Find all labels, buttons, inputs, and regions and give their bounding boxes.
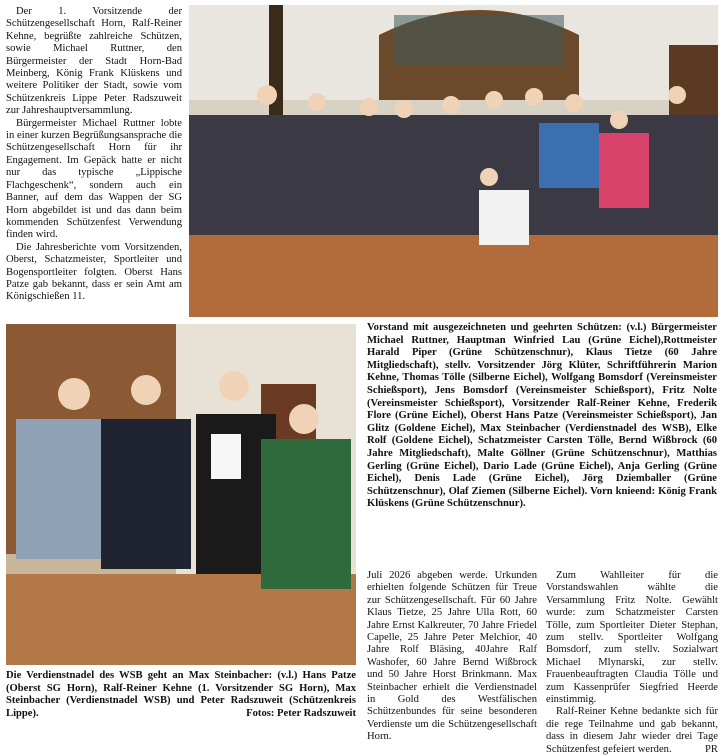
group-photo-image <box>189 5 718 317</box>
award-photo-caption <box>6 670 356 720</box>
award-photo <box>6 324 356 665</box>
paragraph: Bürgermeister Michael Ruttner lobte in einer kurzen Begrüßungsansprache die Schützengesellschaft Horn für ihr Engagement. Im Gepäck hatte er nicht nur das typische „Lippische Flachgeschenk“, sondern auch ein Banner, auf dem das Wappen der SG Horn abgebildet ist und das dann beim kommenden Schützenfest Verwendung finden wird. <box>6 117 182 241</box>
article-column-honours <box>367 570 537 744</box>
award-photo-image <box>6 324 356 665</box>
paragraph <box>546 706 718 756</box>
paragraph: Juli 2026 abgeben werde. Urkunden erhielten folgende Schützen für Treue zur Schützengesellschaft. Für 60 Jahre Klaus Tietze, 25 Jahre Ulla Rott, 60 Jahre Ernst Kalkreuter, 70 Jahre Friedel Capelle, 25 Jahre Peter Melchior, 40 Jahre Rolf Bläsing, 40Jahre Ralf Washofer, 60 Jahre Bernd Wißbrock und 50 Jahre Horst Brinkmann. Max Steinbacher erhielt die Verdienstnadel in Gold des Westfälischen Schützenbundes für seine besonderen Verdienste um die Schützengesellschaft Horn. <box>367 570 537 743</box>
article-column-intro <box>6 6 182 304</box>
group-photo <box>189 5 718 317</box>
group-photo-caption: Vorstand mit ausgezeichneten und geehrten Schützen: (v.l.) Bürgermeister Michael Ruttner, Hauptman Winfried Lau (Grüne Eichel),Rottmeister Harald Piper (Grüne Schützenschnur), Klaus Tietze (60 Jahre Mitgliedschaft), stellv. Vorsitzender Jörg Klüter, Schriftführerin Marion Kehne, Thomas Tölle (Silberne Eichel), Wolfgang Bomsdorf (Vereinsmeister Schießsport), Jens Bomsdorf (Vereinsmeister Schießsport), Fritz Nolte (Vereinsmeister Schießsport), Vorsitzender Ralf-Reiner Kehne, Frederik Flore (Grüne Eichel), Oberst Hans Patze (Vereinsmeister Schießsport), Jan Glitz (Goldene Eichel), Max Steinbacher (Verdienstnadel des WSB), Elke Rolf (Goldene Eichel), Schatzmeister Carsten Tölle, Bernd Wißbrock (60 Jahre Mitgliedschaft), Malte Göllner (Grüne Schützenschnur), Matthias Gerling (Grüne Eichel), Dario Lade (Grüne Eichel), Anja Gerling (Grüne Eichel), Denis Lade (Grüne Eichel), Jörg Dziemballer (Grüne Schützenschnur), Olaf Ziemen (Silberne Eichel). Vorn knieend: König Frank Klüskens (Grüne Schützenschnur). <box>367 322 717 510</box>
author-signature: PR <box>705 743 718 755</box>
award-caption-text: Die Verdienstnadel des WSB geht an Max Steinbacher: (v.l.) Hans Patze (Oberst SG Horn), Ralf-Reiner Kehne (1. Vorsitzender SG Horn), Max Steinbacher (Verdienstnadel WSB) und Peter Radszuweit (Schützenkreis Lippe). <box>6 670 356 719</box>
article-column-elections <box>546 570 718 756</box>
photo-credit: Fotos: Peter Radszuweit <box>246 707 356 719</box>
closing-text: Ralf-Reiner Kehne bedankte sich für die rege Teilnahme und gab bekannt, dass in diesem Jahr wieder drei Tage Schützenfest gefeiert werden. <box>546 706 718 755</box>
paragraph: Die Jahresberichte vom Vorsitzenden, Oberst, Schatzmeister, Sportleiter und Bogensportleiter folgten. Oberst Hans Patze gab bekannt, dass er sein Amt am Königschießen 11. <box>6 241 182 303</box>
paragraph: Der 1. Vorsitzende der Schützengesellschaft Horn, Ralf-Reiner Kehne, begrüßte zahlreiche Schützen, sowie Michael Ruttner, den Bürgermeister der Stadt Horn-Bad Meinberg, König Frank Klüskens und weitere Politiker der Stadt, sowie vom Schützenkreis Lippe Peter Radszuweit zur Jahreshauptversammlung. <box>6 6 182 117</box>
paragraph: Zum Wahlleiter für die Vorstandswahlen wählte die Versammlung Fritz Nolte. Gewählt wurde: zum Schatzmeister Carsten Tölle, zum Sportleiter Dieter Stephan, zum stellv. Sportleiter Wolfgang Bomsdorf, zum stellv. Sozialwart Michael Mlynarski, zur stellv. Frauenbeauftragten Claudia Tölle und zum Kassenprüfer Siegfried Heerde einstimmig. <box>546 570 718 706</box>
